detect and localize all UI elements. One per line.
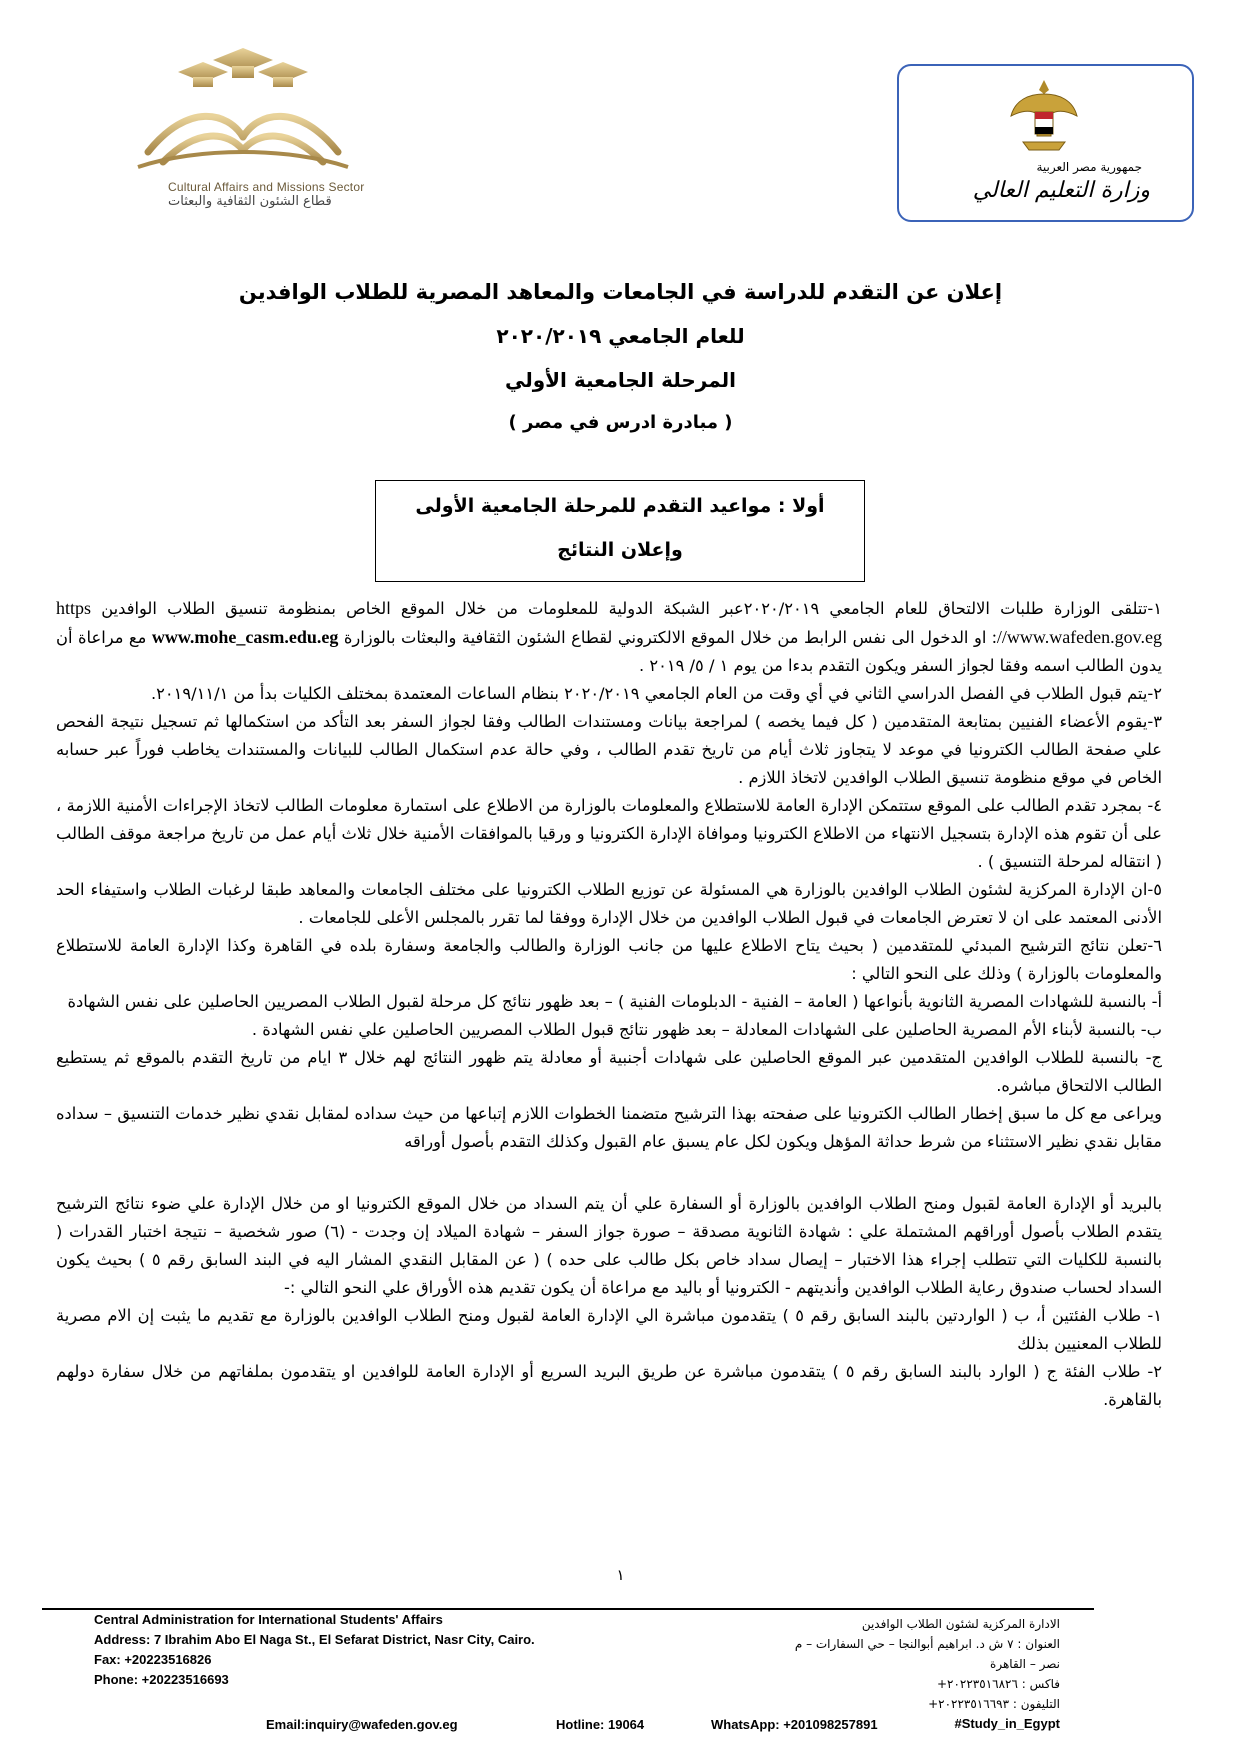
paragraph-3: ٣-يقوم الأعضاء الفنيين بمتابعة المتقدمين ( كل فيما يخصه ) لمراجعة بيانات ومستندات الطالب وفقا لجواز السفر بعد التأكد من استكمالها ثم تسجيل نتيجة الفحص علي صفحة الطالب الكترونيا في موعد لا يتجاوز ثلاث أيام من تاريخ تقدم الطالب ، وفي حالة عدم استكمال الطالب للبيانات والمستندات يخاطب فوراً عبر حسابه الخاص في موقع منظومة تنسيق الطلاب الوافدين لاتخاذ اللازم . bbox=[56, 712, 1162, 787]
footer-whatsapp: WhatsApp: +201098257891 bbox=[711, 1717, 878, 1732]
footer-ar-phone: التليفون : ٢٠٢٢٣٥١٦٦٩٣+ bbox=[928, 1697, 1060, 1711]
paragraph-5: ٥-ان الإدارة المركزية لشئون الطلاب الوافدين بالوزارة هي المسئولة عن توزيع الطلاب الكترونيا على مختلف الجامعات والمعاهد طبقا لرغبات الطلاب واستيفاء الحد الأدنى المعتمد على ان لا تعترض الجامعات في قبول الطلاب الوافدين من خلال الإدارة ووفقا لما تقرر بالمجلس الأعلى للجامعات . bbox=[56, 880, 1162, 927]
paragraph-1-text-a: ١-تتلقى الوزارة طلبات الالتحاق للعام الجامعي ٢٠٢٠/٢٠١٩عبر الشبكة الدولية للمعلومات من خلال الموقع الخاص بمنظومة تنسيق الطلاب الوافدين bbox=[101, 599, 1162, 618]
cultural-affairs-logo bbox=[108, 42, 366, 210]
paragraph-1 bbox=[56, 594, 1162, 680]
paragraph-9: ١- طلاب الفئتين أ، ب ( الواردتين بالبند السابق رقم ٥ ) يتقدمون مباشرة الي الإدارة العامة لقبول ومنح الطلاب الوافدين بالوزارة مع تقديم ما يثبت إن الام مصرية للطلاب المعنيين بذلك bbox=[56, 1306, 1162, 1353]
paragraph-1-text-c: مع مراعاة أن يدون الطالب اسمه وفقا لجواز السفر ويكون التقدم بدءا من يوم ١ / ٥/ ٢٠١٩ . bbox=[56, 628, 1162, 675]
footer-hashtag: #Study_in_Egypt bbox=[954, 1716, 1060, 1731]
footer-email[interactable]: Email:inquiry@wafeden.gov.eg bbox=[266, 1717, 458, 1732]
footer-english-block bbox=[94, 1610, 535, 1690]
paragraph-8: بالبريد أو الإدارة العامة لقبول ومنح الطلاب الوافدين بالوزارة أو السفارة علي أن يتم السداد من خلال الموقع الكترونيا او من خلال الإدارة علي ضوء نتائج الترشيح يتقدم الطلاب بأصول أوراقهم المشتملة علي : شهادة الثانوية مصدقة – صورة جواز السفر – شهادة الميلاد إن وجدت - (٦) صور شخصية – نتيجة اختبار القدرات ( بالنسبة للكليات التي تتطلب إجراء هذا الاختبار – إيصال سداد خاص بكل طالب على حده ) ( عن المقابل النقدي المشار اليه في البند السابق رقم ٥ ) بحيث يكون السداد لحساب صندوق رعاية الطلاب الوافدين وأنديتهم - الكترونيا أو باليد مع مراعاة أن يكون تقديم هذه الأوراق علي النحو التالي :- bbox=[56, 1194, 1162, 1297]
footer-ar-org: الادارة المركزية لشئون الطلاب الوافدين bbox=[861, 1617, 1060, 1631]
paragraph-10: ٢- طلاب الفئة ج ( الوارد بالبند السابق رقم ٥ ) يتقدمون مباشرة عن طريق البريد السريع أو الإدارة العامة للوافدين او يتقدمون بملفاتهم من خلال سفارة دولهم بالقاهرة. bbox=[56, 1362, 1163, 1409]
footer-en-phone: Phone: +20223516693 bbox=[94, 1672, 229, 1687]
logo-arabic-text: قطاع الشئون الثقافية والبعثات bbox=[168, 194, 332, 209]
academic-year-title: للعام الجامعي ٢٠٢٠/٢٠١٩ bbox=[496, 324, 745, 348]
section-heading-line1 bbox=[376, 495, 864, 517]
paragraph-6b: ب- بالنسبة لأبناء الأم المصرية الحاصلين على الشهادات المعادلة – بعد ظهور نتائج قبول الطلاب المصريين الحاصلين علي نفس الشهادة . bbox=[251, 1020, 1162, 1039]
footer-ar-fax: فاكس : ٢٠٢٢٣٥١٦٨٢٦+ bbox=[936, 1677, 1060, 1691]
paragraph-6a: أ- بالنسبة للشهادات المصرية الثانوية بأنواعها ( العامة – الفنية - الدبلومات الفنية ) – بعد ظهور نتائج كل مرحلة لقبول الطلاب المصريين الحاصلين على نفس الشهادة bbox=[67, 992, 1162, 1011]
emblem-ministry-text: وزارة التعليم العالي bbox=[972, 178, 1150, 203]
section-title: مواعيد التقدم للمرحلة الجامعية الأولى bbox=[415, 495, 772, 517]
eagle-emblem-icon bbox=[1009, 76, 1079, 156]
announcement-title: إعلان عن التقدم للدراسة في الجامعات والمعاهد المصرية للطلاب الوافدين bbox=[238, 280, 1003, 304]
section-heading-line2: وإعلان النتائج bbox=[557, 539, 683, 561]
page-number: ١ bbox=[616, 1566, 625, 1584]
emblem-country-text: جمهورية مصر العربية bbox=[1036, 160, 1142, 174]
footer-en-address: Address: 7 Ibrahim Abo El Naga St., El Sefarat District, Nasr City, Cairo. bbox=[94, 1632, 535, 1647]
section-heading-box bbox=[375, 480, 865, 582]
footer-en-fax: Fax: +20223516826 bbox=[94, 1652, 212, 1667]
footer-arabic-block bbox=[790, 1614, 1060, 1734]
footer-hotline: Hotline: 19064 bbox=[556, 1717, 645, 1732]
paragraph-6: ٦-تعلن نتائج الترشيح المبدئي للمتقدمين ( بحيث يتاح الاطلاع عليها من جانب الوزارة والطالب والجامعة وسفارة بلده في القاهرة وكذا الإدارة العامة للاستطلاع والمعلومات بالوزارة ) وذلك على النحو التالي : bbox=[56, 936, 1162, 983]
mohe-casm-link[interactable]: www.mohe_casm.edu.eg bbox=[151, 627, 339, 647]
wafeden-link[interactable]: https ://www.wafeden.gov.eg bbox=[56, 598, 1162, 647]
initiative-title: ( مبادرة ادرس في مصر ) bbox=[508, 412, 733, 433]
paragraph-1-text-b: او الدخول الى نفس الرابط من خلال الموقع الالكتروني لقطاع الشئون الثقافية والبعثات بالوزارة bbox=[343, 628, 987, 647]
ministry-emblem-box bbox=[897, 64, 1194, 222]
footer-en-org: Central Administration for International Students' Affairs bbox=[94, 1612, 443, 1627]
paragraph-2: ٢-يتم قبول الطلاب في الفصل الدراسي الثاني في أي وقت من العام الجامعي ٢٠٢٠/٢٠١٩ بنظام الساعات المعتمدة بمختلف الكليات بدأ من ٢٠١٩/١١/١. bbox=[150, 684, 1162, 703]
section-prefix: أولا : bbox=[777, 495, 825, 517]
paragraph-7: ويراعى مع كل ما سبق إخطار الطالب الكترونيا على صفحته بهذا الترشيح متضمنا الخطوات اللازم إتباعها من حيث سداده لمقابل نقدي نظير خدمات التنسيق – سداده مقابل نقدي نظير الاستثناء من شرط حداثة المؤهل ويكون لكل عام يسبق عام القبول وكذلك التقدم بأصول أوراقه bbox=[56, 1104, 1162, 1151]
logo-english-text: Cultural Affairs and Missions Sector bbox=[168, 180, 365, 194]
document-body bbox=[56, 594, 1162, 1414]
stage-title: المرحلة الجامعية الأولي bbox=[504, 368, 737, 392]
open-book-graduation-caps-icon bbox=[108, 42, 366, 182]
paragraph-6c: ج- بالنسبة للطلاب الوافدين المتقدمين عبر الموقع الحاصلين على شهادات أجنبية أو معادلة يتم ظهور النتائج لهم خلال ٣ ايام من تاريخ التقدم بالموقع ثم يستطيع الطالب الالتحاق مباشره. bbox=[56, 1048, 1162, 1095]
paragraph-4: ٤- بمجرد تقدم الطالب على الموقع ستتمكن الإدارة العامة للاستطلاع والمعلومات بالوزارة من الاطلاع على استمارة معلومات الطالب لاتخاذ الإجراءات الأمنية اللازمة ، على أن تقوم هذه الإدارة بتسجيل الانتهاء من الاطلاع الكترونيا وموافاة الإدارة الكترونيا و ورقيا بالموافقات الأمنية خلال ثلاث أيام عمل من تاريخ مراجعة موقف الطالب ( انتقاله لمرحلة التنسيق ) . bbox=[56, 796, 1162, 871]
footer-ar-address: العنوان : ٧ ش د. ابراهيم أبوالنجا – حي السفارات – م نصر – القاهرة bbox=[794, 1637, 1060, 1671]
